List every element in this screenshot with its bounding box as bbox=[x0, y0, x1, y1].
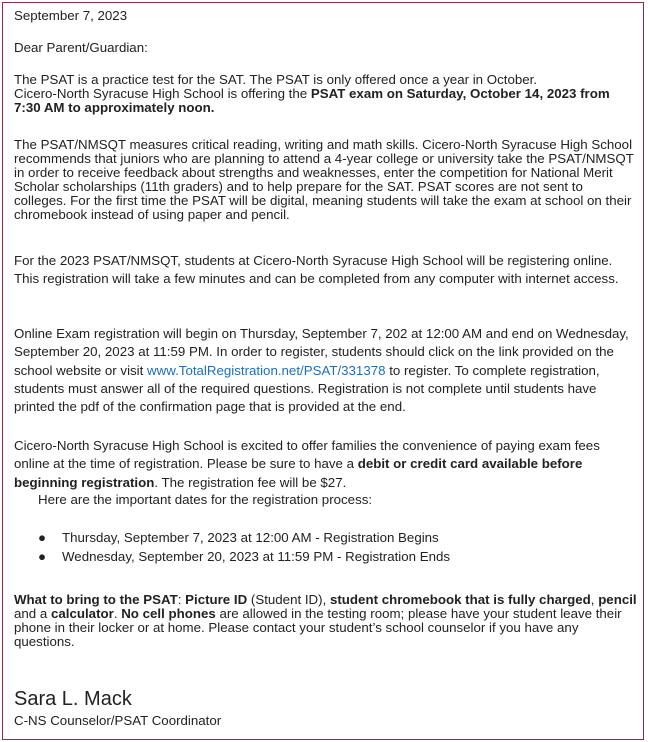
important-dates-list bbox=[38, 529, 450, 566]
bring-picture-id: Picture ID bbox=[185, 592, 248, 607]
bullet-icon: ● bbox=[38, 530, 47, 545]
paragraph-registration-dates bbox=[14, 325, 638, 416]
paragraph-online-registration: For the 2023 PSAT/NMSQT, students at Cicero-North Syracuse High School will be registering online. This registration will take a few minutes and can be completed from any computer with internet access. bbox=[14, 253, 619, 287]
registration-text-b: to register. To complete registration, students must answer all of the required questions. Registration is not complete until students have printed the pdf of the confirmation page that is provided at the end. bbox=[14, 362, 600, 415]
paragraph-what-to-bring bbox=[14, 593, 638, 649]
bullet-icon: ● bbox=[38, 548, 47, 564]
intro-exam-date: PSAT exam on Saturday, October 14, 2023 from 7:30 AM to approximately noon. bbox=[14, 86, 610, 115]
registration-link[interactable]: www.TotalRegistration.net/PSAT/331378 bbox=[147, 362, 386, 378]
no-cell-phones: No cell phones bbox=[121, 606, 216, 621]
intro-text-a: The PSAT is a practice test for the SAT. The PSAT is only offered once a year in October. bbox=[14, 72, 538, 87]
date-registration-ends: Wednesday, September 20, 2023 at 11:59 PM - Registration Ends bbox=[62, 548, 451, 564]
bring-pencil: pencil bbox=[598, 592, 637, 607]
paragraph-about-psat: The PSAT/NMSQT measures critical reading, writing and math skills. Cicero-North Syracuse High School recommends that juniors who are planning to attend a 4-year college or university take the PSAT/NMSQT in order to receive feedback about strengths and weaknesses, enter the competition for National Merit Scholar scholarships (11th graders) and to help prepare for the SAT. PSAT scores are not sent to colleges. For the first time the PSAT will be digital, meaning students will take the exam at school on their chromebook instead of using paper and pencil. bbox=[14, 137, 634, 222]
signature-title: C-NS Counselor/PSAT Coordinator bbox=[14, 713, 222, 728]
bring-text: are allowed in the testing room; please have your student leave their phone in their locker or at home. Please contact your student’s school counselor if you have any questions. bbox=[14, 606, 622, 649]
bring-calculator: calculator bbox=[50, 606, 114, 621]
intro-text-b: Cicero-North Syracuse High School is offering the bbox=[14, 86, 311, 101]
bring-chromebook: student chromebook that is fully charged bbox=[329, 592, 591, 607]
bring-text: (Student ID), bbox=[247, 592, 330, 607]
paragraph-payment bbox=[14, 437, 638, 492]
dates-intro: Here are the important dates for the registration process: bbox=[38, 492, 373, 507]
payment-text-b: . The registration fee will be $27. bbox=[154, 474, 347, 490]
paragraph-intro bbox=[14, 73, 638, 115]
bring-heading: What to bring to the PSAT bbox=[14, 592, 178, 607]
date-registration-begins: Thursday, September 7, 2023 at 12:00 AM - Registration Begins bbox=[62, 530, 439, 545]
bring-text: . bbox=[113, 606, 122, 621]
bring-text: and a bbox=[14, 606, 51, 621]
signature-name: Sara L. Mack bbox=[14, 688, 132, 710]
bring-sep: : bbox=[177, 592, 186, 607]
bring-text: , bbox=[590, 592, 599, 607]
list-item bbox=[38, 548, 450, 567]
registration-text-a: Online Exam registration will begin on Thursday, September 7, 202 at 12:00 AM and end on Wednesday, September 20, 2023 at 11:59 PM. In order to register, students should click on the link provided on the school website or visit bbox=[14, 326, 629, 378]
salutation: Dear Parent/Guardian: bbox=[14, 40, 148, 55]
payment-card-note: debit or credit card available before beginning registration bbox=[14, 456, 583, 490]
payment-text-a: Cicero-North Syracuse High School is excited to offer families the convenience of paying exam fees online at the time of registration. Please be sure to have a bbox=[14, 438, 600, 472]
letter-date: September 7, 2023 bbox=[14, 8, 128, 23]
list-item bbox=[38, 529, 450, 548]
letter-frame bbox=[2, 2, 644, 740]
